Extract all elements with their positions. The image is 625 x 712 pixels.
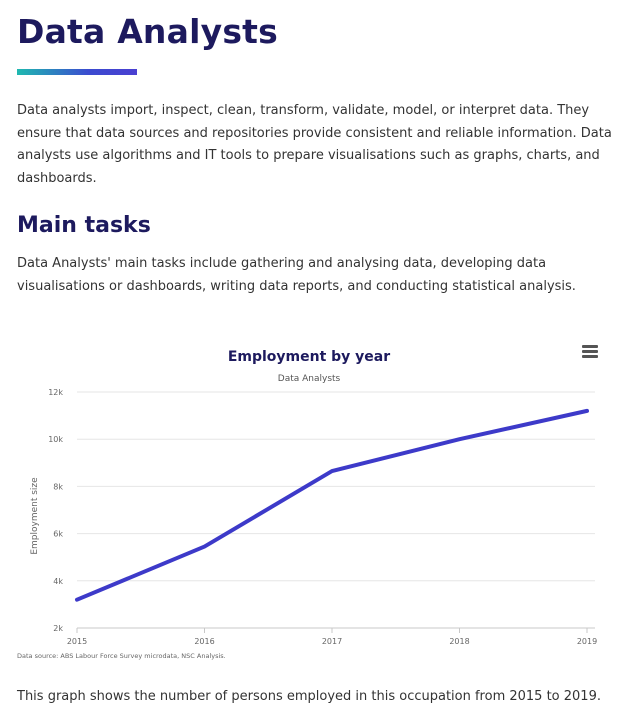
- x-tick-label: 2018: [449, 637, 470, 646]
- chart-menu-button[interactable]: [582, 345, 598, 359]
- chart-subtitle: Data Analysts: [277, 374, 341, 384]
- y-tick-label: 12k: [48, 388, 63, 397]
- intro-paragraph: Data analysts import, inspect, clean, transform, validate, model, or interpret data. They ensure that data sources and repositories provide consistent and reliable information. Data analysts use algorithms and IT tools to prepare visualisations such as graphs, charts, and dashboards.: [17, 103, 612, 186]
- y-tick-label: 4k: [53, 576, 63, 586]
- y-axis-label: Employment size: [30, 477, 40, 555]
- y-tick-label: 10k: [48, 435, 63, 445]
- chart-source-note: Data source: ABS Labour Force Survey microdata, NSC Analysis.: [17, 652, 226, 660]
- x-tick-label: 2015: [66, 637, 88, 646]
- y-tick-label: 6k: [53, 529, 63, 539]
- y-tick-label: 2k: [53, 624, 63, 633]
- y-tick-label: 8k: [53, 482, 63, 492]
- page-title: Data Analysts: [17, 12, 278, 51]
- x-tick-label: 2017: [321, 637, 343, 646]
- chart-svg: [0, 335, 625, 665]
- employment-chart: [0, 335, 625, 665]
- chart-title: Employment by year: [227, 349, 391, 365]
- graph-footnote: This graph shows the number of persons employed in this occupation from 2015 to 2019.: [17, 689, 601, 704]
- x-tick-label: 2016: [194, 637, 215, 646]
- series-layer: [75, 409, 589, 602]
- x-axis-ticks: [67, 628, 597, 646]
- hamburger-menu-icon: [582, 345, 598, 358]
- title-accent-bar: [17, 69, 137, 75]
- y-axis-ticks: [48, 388, 63, 633]
- main-tasks-heading: Main tasks: [17, 213, 151, 238]
- main-tasks-paragraph: Data Analysts' main tasks include gathering and analysing data, developing data visualisations or dashboards, writing data reports, and conducting statistical analysis.: [17, 256, 576, 294]
- x-tick-label: 2019: [576, 637, 598, 646]
